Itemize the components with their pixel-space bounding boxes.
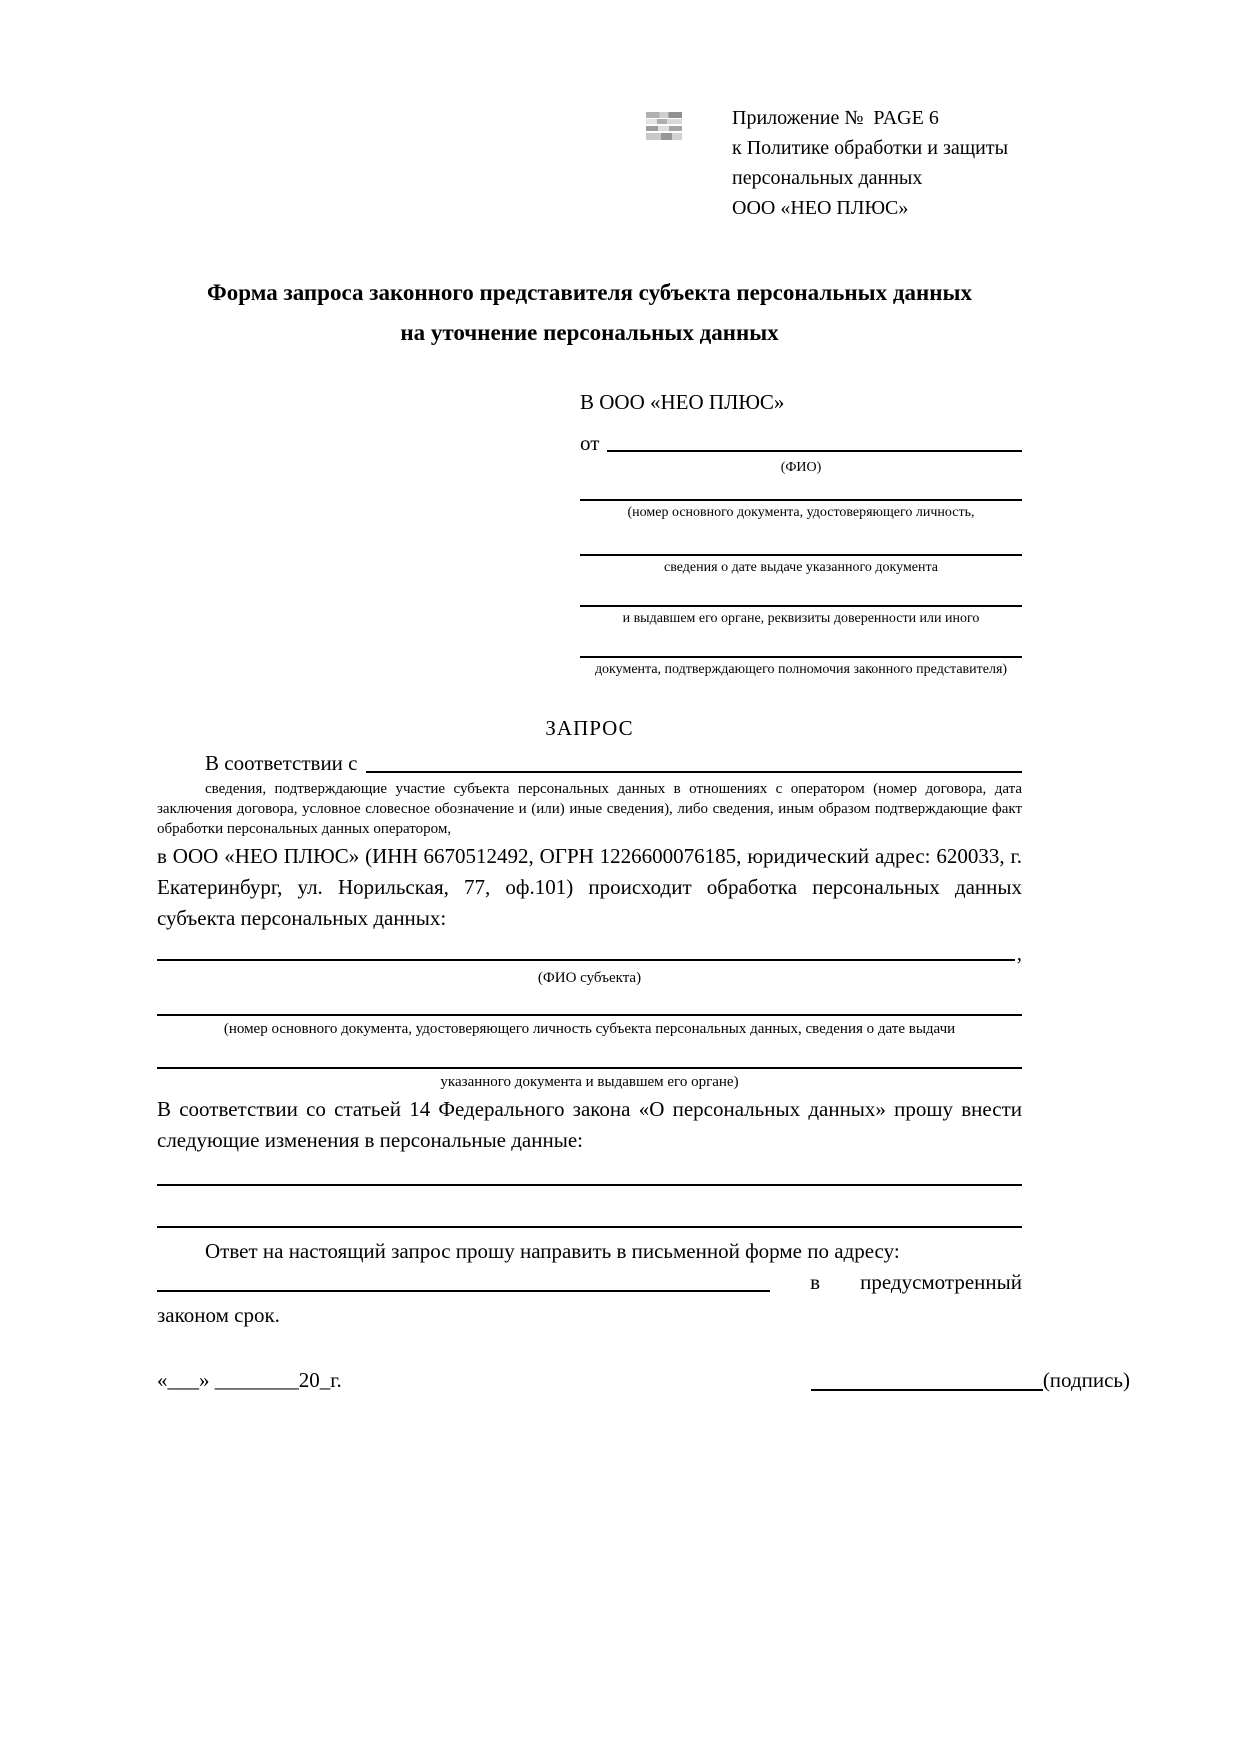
document-title-line2: на уточнение персональных данных [400, 320, 779, 345]
reply-address-row [157, 1267, 1022, 1298]
from-row [580, 429, 1022, 456]
intro-label: В соответствии с [205, 751, 358, 775]
signature-group [811, 1365, 1130, 1395]
document-title-line1: Форма запроса законного представителя субъекта персональных данных [207, 280, 972, 305]
fill-line-representative-fio [607, 429, 1022, 452]
request-heading: ЗАПРОС [545, 716, 634, 740]
fill-line-power-of-attorney [580, 656, 1022, 658]
fill-line-changes-1 [157, 1184, 1022, 1186]
appendix-number: Приложение № PAGE 6 [732, 107, 939, 129]
fill-line-doc-authority [580, 605, 1022, 607]
reply-paragraph: Ответ на настоящий запрос прошу направить в письменной форме по адресу: [205, 1239, 900, 1263]
appendix-policy-line1: к Политике обработки и защиты [732, 137, 1009, 159]
document-content [157, 0, 1130, 1395]
from-label: от [580, 431, 600, 455]
intro-row [157, 749, 1022, 777]
reply-preposition: в [810, 1270, 821, 1294]
fill-line-doc-number [580, 499, 1022, 501]
fill-line-subject-fio [157, 938, 1015, 961]
caption-doc-issue-date: сведения о дате выдаче указанного документа [664, 560, 938, 575]
subject-fio-row [157, 938, 1022, 965]
fill-line-changes-2 [157, 1226, 1022, 1228]
document-title [157, 273, 1022, 353]
addressee-company: В ООО «НЕО ПЛЮС» [580, 390, 785, 414]
basis-footnote: сведения, подтверждающие участие субъекта персональных данных в отношениях с оператором (номер договора, дата заключения договора, условное словесное обозначение и (или) иные сведения), либо сведения, иным образом подтверждающие факт обработки персональных данных оператором, [157, 781, 1022, 837]
signature-caption: (подпись) [1042, 1368, 1130, 1392]
caption-doc-authority: и выдавшем его органе, реквизиты доверенности или иного [622, 611, 980, 626]
caption-subject-fio: (ФИО субъекта) [537, 970, 642, 986]
addressee-block [580, 389, 1022, 679]
fill-line-doc-issue-date [580, 554, 1022, 556]
date-blank: «___» ________20_г. [157, 1368, 342, 1392]
appendix-policy-line2: персональных данных [732, 167, 923, 189]
fill-line-reply-address [157, 1269, 770, 1292]
caption-power-of-attorney: документа, подтверждающего полномочия законного представителя) [594, 662, 1008, 677]
signature-row [157, 1365, 1130, 1395]
fill-line-signature [811, 1368, 1043, 1391]
appendix-header [732, 103, 1022, 223]
reply-word: предусмотренный [860, 1270, 1022, 1294]
operator-paragraph: в ООО «НЕО ПЛЮС» (ИНН 6670512492, ОГРН 1226600076185, юридический адрес: 620033, г. Екатеринбург, ул. Норильская, 77, оф.101) происходит обработка персональных данных субъекта персональных данных: [157, 844, 1022, 930]
caption-subject-doc-1: (номер основного документа, удостоверяющего личность субъекта персональных данных, сведения о дате выдачи [223, 1021, 956, 1037]
reply-closing: законом срок. [157, 1303, 280, 1327]
appendix-company: ООО «НЕО ПЛЮС» [732, 197, 909, 219]
caption-fio: (ФИО) [780, 460, 822, 475]
subject-trailing-comma: , [1016, 941, 1022, 965]
law-paragraph: В соответствии со статьей 14 Федерального закона «О персональных данных» прошу внести следующие изменения в персональные данные: [157, 1097, 1022, 1152]
caption-subject-doc-2: указанного документа и выдавшем его органе) [440, 1074, 739, 1090]
caption-doc-number: (номер основного документа, удостоверяющего личность, [627, 505, 975, 520]
fill-line-basis [366, 750, 1023, 773]
fill-line-subject-doc-authority [157, 1067, 1022, 1069]
fill-line-subject-doc [157, 1014, 1022, 1016]
